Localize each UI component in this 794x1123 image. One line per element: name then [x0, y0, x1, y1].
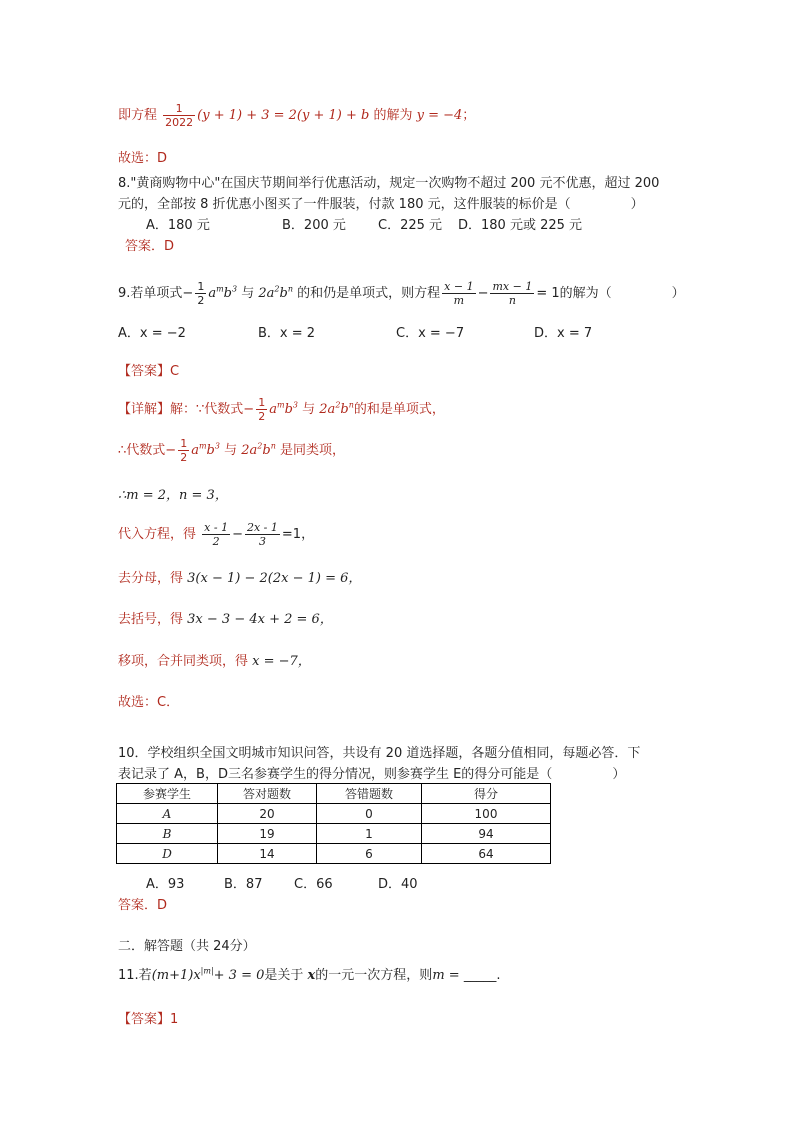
q9-f1-num: x − 1 [444, 280, 474, 293]
q9-prefix: 9.若单项式 [118, 286, 183, 301]
q11-exponent: |m| [200, 966, 214, 976]
q9-option-c: C．x = −7 [396, 326, 465, 341]
q9-m1-sup2: 3 [232, 284, 238, 294]
table-header-row [117, 784, 551, 804]
q9-detail-line7 [118, 650, 311, 669]
q11-suffix2: 的一元一次方程，则 [315, 968, 433, 983]
q7-fraction [163, 102, 195, 129]
q10-line2 [118, 763, 625, 782]
q11-answer-value: 1 [170, 1012, 179, 1027]
q9-d2-b: 与 [224, 443, 238, 458]
q8-line2-close: ） [630, 197, 644, 212]
q10-option-b: B．87 [224, 877, 263, 892]
q9-monomial-1 [208, 286, 237, 301]
q11-var: x [307, 968, 316, 983]
q9-d2-c: 是同类项， [280, 443, 346, 458]
q9-answer-tag: 【答案】 [118, 364, 171, 379]
q9-m2-sup2: n [287, 284, 293, 294]
q9-m2-b: b [279, 286, 288, 301]
q9-eq-fraction-2 [490, 280, 534, 307]
q9-d2-m2b: b [262, 443, 271, 458]
q8-option-a: A．180 元 [146, 218, 210, 233]
q9-f1-den: m [453, 294, 465, 307]
q9-option-a: A．x = −2 [118, 326, 186, 341]
q9-detail-line3: ∴m = 2，n = 3， [118, 488, 228, 503]
q9-d2-m1a: a [191, 443, 199, 458]
q9-m1-b: b [223, 286, 232, 301]
q9-m2-sup1: 2 [274, 284, 280, 294]
q9-d4-a: 代入方程，得 [118, 527, 197, 542]
table-header: 参赛学生 [117, 784, 218, 804]
table-cell: 19 [218, 824, 317, 844]
q10-score-table [116, 783, 551, 864]
q9-f2-num: mx − 1 [492, 280, 533, 293]
table-cell: 94 [422, 824, 551, 844]
q8-options [146, 214, 582, 233]
q9-f2-den: n [508, 294, 516, 307]
q9-m2-a: 2a [258, 286, 275, 301]
q9-option-d: D．x = 7 [534, 326, 593, 341]
q9-d2-num: 1 [180, 437, 188, 450]
q7-choice: 故选：D [118, 151, 168, 166]
q10-option-a: A．93 [146, 877, 185, 892]
q8-option-c: C．225 元 [378, 218, 443, 233]
q9-d1-m1b: b [284, 402, 293, 417]
q9-coef-num: 1 [197, 280, 205, 293]
q9-question-line: 9.若单项式− $\frac{1}{2}$ $a^mb^3$ 与 $2a^2b^n$ 的和仍是单项式，则方程 $\frac{x - 1}{m}$ − $\frac{mx - 1}{n}$ = 1的解为（ ） [118, 280, 685, 307]
q10-line1: 10．学校组织全国文明城市知识问答，共设有 20 道选择题，各题分值相同，每题必答．下 [118, 746, 641, 761]
q10-option-c: C．66 [294, 877, 333, 892]
q9-d1-a: 解：∵代数式 [170, 402, 244, 417]
q9-d1-den: 2 [258, 410, 266, 423]
q9-d2-m2s2: n [270, 441, 276, 451]
q9-d6-a: 去括号，得 [118, 612, 184, 627]
q9-detail-line4: 代入方程，得 $\frac{x - 1}{2}$ − $\frac{2x - 1}{3}$ =1， [118, 521, 315, 548]
q8-line1: 8."黄商购物中心"在国庆节期间举行优惠活动，规定一次购物不超过 200 元不优惠，超过 200 [118, 176, 660, 191]
q11-blank: _____ [463, 968, 497, 983]
table-cell: B [117, 824, 218, 844]
q9-d2-m1s1: m [198, 441, 207, 451]
q7-eq-prefix: 即方程 [118, 108, 158, 123]
q9-options [118, 322, 592, 341]
q9-d1-num: 1 [258, 396, 266, 409]
q10-line2-text: 表记录了 A，B，D三名参赛学生的得分情况，则参赛学生 E的得分可能是（ [118, 767, 553, 782]
q9-detail-line6 [118, 608, 333, 627]
q9-d4-f1-num: x - 1 [204, 521, 229, 534]
q9-d2-m1s2: 3 [214, 441, 220, 451]
q9-d5-a: 去分母，得 [118, 571, 184, 586]
q10-line2-close: ） [612, 767, 626, 782]
table-cell: 0 [317, 804, 422, 824]
table-row [117, 804, 551, 824]
q9-d1-m2a: 2a [319, 402, 336, 417]
q9-detail-line5 [118, 567, 361, 586]
q8-option-b: B．200 元 [282, 218, 346, 233]
q9-d7-b: x = −7， [252, 654, 311, 669]
table-cell: 20 [218, 804, 317, 824]
table-header: 答错题数 [317, 784, 422, 804]
q9-d2-m2s1: 2 [257, 441, 263, 451]
q7-eq-end: ； [462, 108, 476, 123]
q9-d2-m1b: b [206, 443, 215, 458]
q9-d2-a: ∴代数式 [118, 443, 166, 458]
q11-prefix: 11.若 [118, 968, 152, 983]
q7-frac-den: 2022 [165, 116, 194, 129]
q11-expr-end: + 3 = 0 [213, 968, 265, 983]
q9-d7-a: 移项，合并同类项，得 [118, 654, 249, 669]
q7-eq-solution: y = −4 [416, 108, 463, 123]
q9-d1-m1s2: 3 [292, 400, 298, 410]
table-cell: 1 [317, 824, 422, 844]
q9-d4-f2-den: 3 [258, 535, 266, 548]
q9-d1-m1s1: m [276, 400, 285, 410]
q9-d2-m2a: 2a [241, 443, 258, 458]
table-row [117, 824, 551, 844]
q11-expr: (m+1)x [151, 968, 201, 983]
table-cell: 64 [422, 844, 551, 864]
q9-m1-sup1: m [216, 284, 224, 294]
q9-d1-m2s2: n [348, 400, 354, 410]
q7-frac-num: 1 [163, 102, 195, 116]
q7-equation-line [118, 102, 475, 129]
q9-m1-a: a [208, 286, 217, 301]
q9-detail-line8: 故选：C． [118, 695, 180, 710]
table-cell: 6 [317, 844, 422, 864]
q9-d4-b: =1， [281, 527, 315, 542]
q9-d1-m2b: b [340, 402, 349, 417]
q9-d5-b: 3(x − 1) − 2(2x − 1) = 6， [187, 571, 362, 586]
section-heading: 二．解答题（共 24分） [118, 939, 256, 954]
q11-question-line [118, 964, 500, 983]
q8-line2-text: 元的，全部按 8 折优惠小图买了一件服装，付款 180 元，这件服装的标价是（ [118, 197, 571, 212]
q9-detail-tag: 【详解】 [118, 402, 171, 417]
q9-eq-end: = 1的解为（ [536, 286, 612, 301]
q9-suffix: 的和仍是单项式，则方程 [297, 286, 441, 301]
q10-options [146, 873, 418, 892]
q9-d1-m1a: a [269, 402, 277, 417]
q11-answer-tag: 【答案】 [118, 1012, 171, 1027]
table-cell: 100 [422, 804, 551, 824]
q9-coef-fraction [195, 280, 206, 307]
q9-answer [118, 360, 179, 379]
table-cell: A [117, 804, 218, 824]
q9-mid: 与 [241, 286, 255, 301]
q8-line2 [118, 193, 644, 212]
q11-answer [118, 1008, 178, 1027]
q7-eq-rest: (y + 1) + 3 = 2(y + 1) + b [197, 108, 370, 123]
q9-close: ） [671, 286, 685, 301]
table-header: 答对题数 [218, 784, 317, 804]
q9-option-b: B．x = 2 [258, 326, 316, 341]
q9-d2-den: 2 [180, 451, 188, 464]
q9-d1-m2s1: 2 [335, 400, 341, 410]
q9-detail-line2: ∴代数式− $\frac{1}{2}$ $a^mb^3$ 与 $2a^2b^n$ 是同类项， [118, 437, 346, 464]
q10-option-d: D．40 [378, 877, 418, 892]
q9-detail-line1: 【详解】解：∵代数式− $\frac{1}{2}$ $a^mb^3$ 与 $2a^2b^n$的和是单项式， [118, 396, 445, 423]
q11-suffix: 是关于 [264, 968, 304, 983]
q9-coef-den: 2 [197, 294, 205, 307]
q9-eq-fraction-1 [442, 280, 475, 307]
q11-end: . [496, 968, 501, 983]
q9-d1-b: 与 [302, 402, 316, 417]
table-header: 得分 [422, 784, 551, 804]
q11-m: m = [432, 968, 460, 983]
q9-d4-f1-den: 2 [212, 535, 220, 548]
table-row [117, 844, 551, 864]
q10-answer: 答案．D [118, 898, 168, 913]
q8-answer: 答案．D [125, 239, 175, 254]
q9-d1-c: 的和是单项式， [353, 402, 445, 417]
q9-d4-f2-num: 2x - 1 [246, 521, 278, 534]
q8-option-d: D．180 元或 225 元 [458, 218, 583, 233]
q7-eq-mid: 的解为 [373, 108, 413, 123]
table-cell: 14 [218, 844, 317, 864]
q9-d6-b: 3x − 3 − 4x + 2 = 6， [187, 612, 333, 627]
q9-monomial-2 [258, 286, 293, 301]
table-cell: D [117, 844, 218, 864]
q9-answer-value: C [170, 364, 180, 379]
